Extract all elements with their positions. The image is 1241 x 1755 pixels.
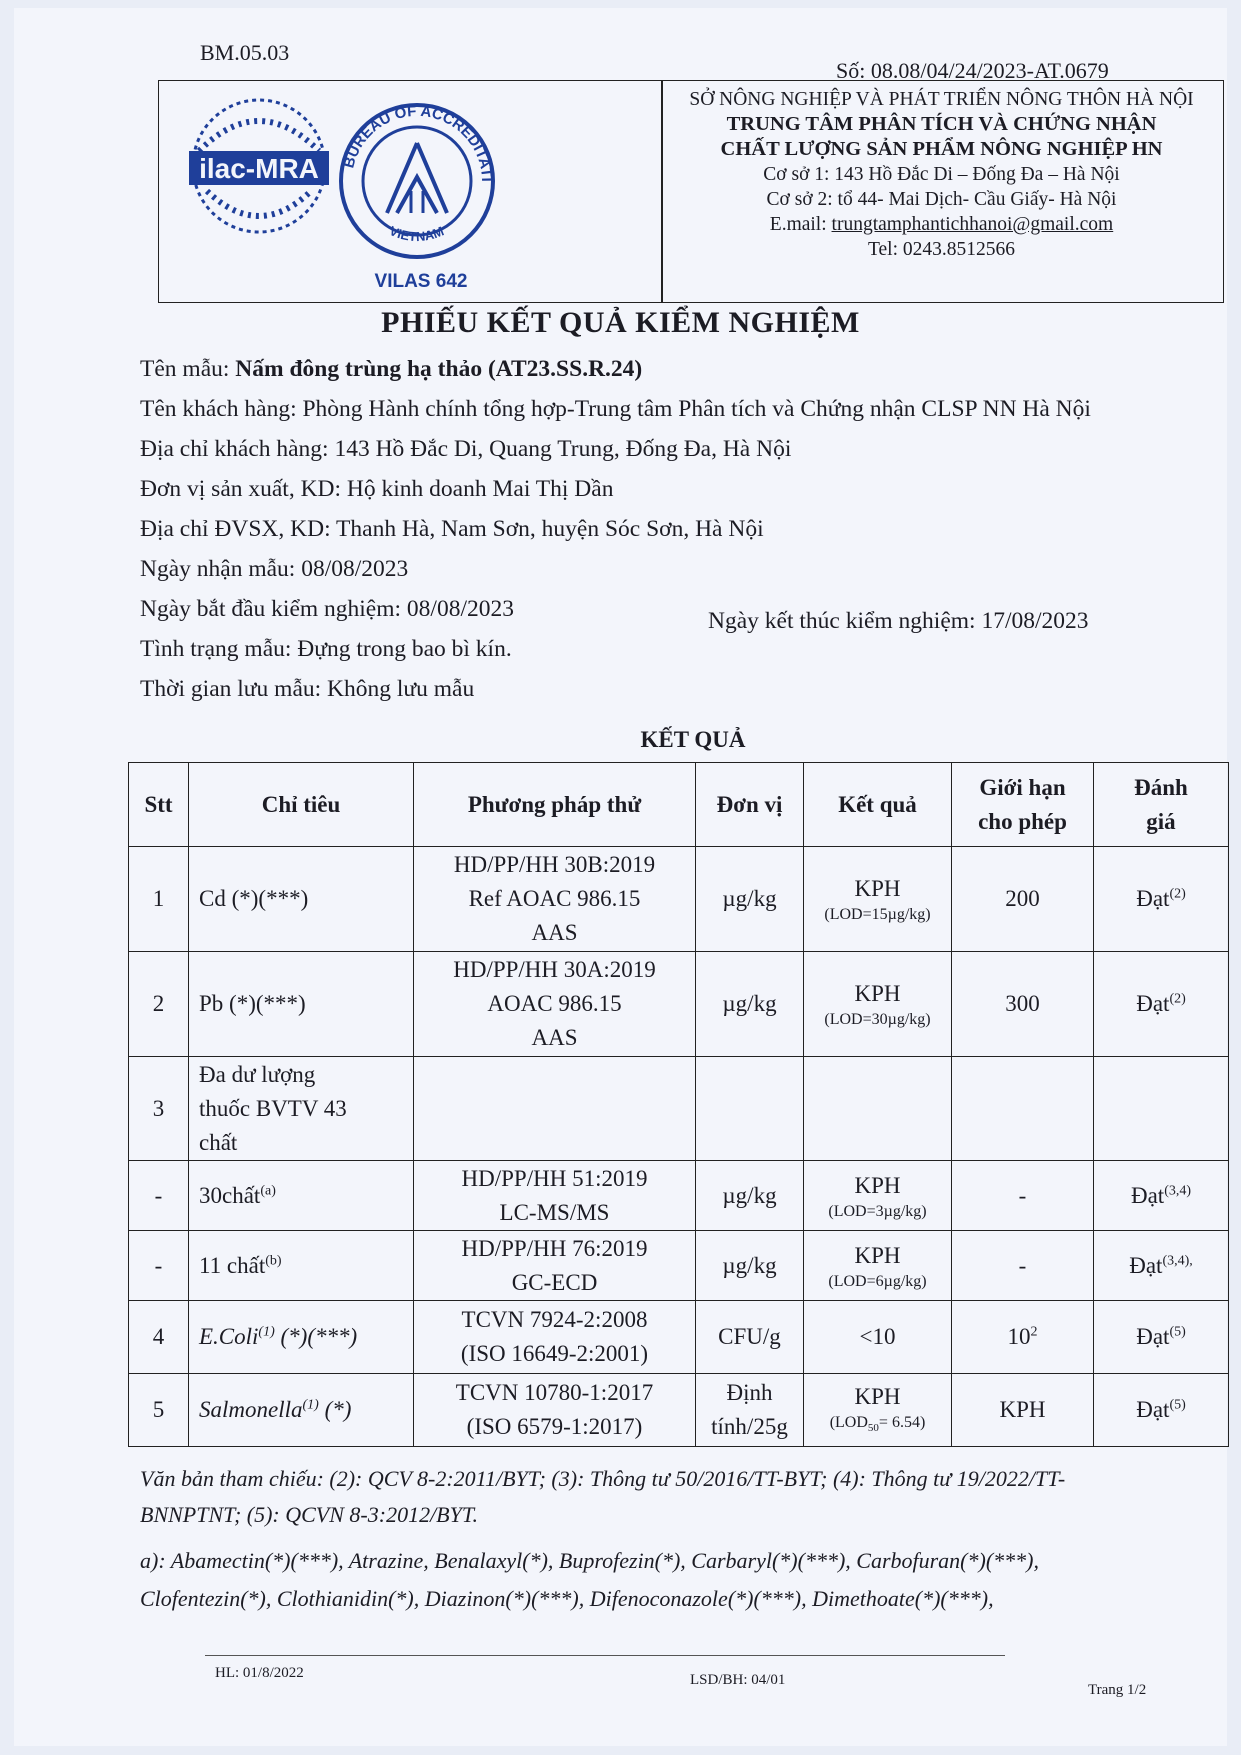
indicator-text: 30chất: [199, 1182, 261, 1208]
received-date: Ngày nhận mẫu: 08/08/2023: [140, 556, 409, 582]
producer-address: Địa chỉ ĐVSX, KD: Thanh Hà, Nam Sơn, huyện Sóc Sơn, Hà Nội: [140, 516, 764, 542]
end-date: Ngày kết thúc kiểm nghiệm: 17/08/2023: [708, 608, 1089, 634]
cell-method: [414, 952, 696, 1057]
footer-left: HL: 01/8/2022: [215, 1665, 304, 1681]
method-line: HD/PP/HH 30B:2019: [453, 852, 656, 877]
customer-address: Địa chỉ khách hàng: 143 Hồ Đắc Di, Quang Trung, Đống Đa, Hà Nội: [140, 436, 792, 462]
method-line: (ISO 16649-2:2001): [460, 1341, 649, 1366]
cell-indicator: Cd (*)(***): [189, 847, 414, 952]
cell-limit: [952, 1057, 1094, 1161]
header-divider: [661, 81, 663, 302]
cell-method: [414, 1161, 696, 1231]
eval-ref: (5): [1169, 1324, 1186, 1340]
cell-unit: [696, 1057, 804, 1161]
limit-value: 10: [1007, 1324, 1031, 1349]
footer-rule: [205, 1655, 1005, 1656]
cell-result: [804, 1161, 952, 1231]
indicator-ref: (1): [302, 1397, 319, 1413]
boa-country-text: VIETNAM: [387, 222, 446, 245]
cell-limit: 200: [952, 847, 1094, 952]
result-value: KPH: [854, 1242, 901, 1268]
method-line: GC-ECD: [511, 1269, 598, 1295]
cell-method: [414, 1231, 696, 1301]
col-limit-line1: Giới hạn: [979, 774, 1066, 800]
cell-stt: 1: [129, 847, 189, 952]
unit-line: Định: [726, 1380, 773, 1405]
col-unit: Đơn vị: [696, 763, 804, 847]
org-department: SỞ NÔNG NGHIỆP VÀ PHÁT TRIỂN NÔNG THÔN HÀ NỘI: [689, 89, 1194, 110]
result-value: KPH: [854, 1172, 901, 1198]
indicator-tail: (*)(***): [274, 1324, 358, 1349]
vilas-text: VILAS 642: [374, 271, 468, 292]
cell-unit: µg/kg: [696, 952, 804, 1057]
logo-graphics: [159, 81, 659, 299]
col-eval-line1: Đánh: [1134, 774, 1188, 800]
document-title: PHIẾU KẾT QUẢ KIỂM NGHIỆM: [381, 306, 860, 339]
cell-stt: 2: [129, 952, 189, 1057]
cell-evaluation: [1094, 1231, 1229, 1301]
eval-value: Đạt: [1136, 886, 1170, 911]
indicator-text: 11 chất: [199, 1252, 266, 1278]
eval-value: Đạt: [1129, 1252, 1163, 1278]
table-header-row: [129, 763, 1229, 847]
cell-evaluation: [1094, 1301, 1229, 1374]
cell-result: [804, 1057, 952, 1161]
cell-result: [804, 847, 952, 952]
col-limit-line2: cho phép: [978, 808, 1067, 834]
indicator-ref: (a): [260, 1182, 276, 1198]
sample-storage: Thời gian lưu mẫu: Không lưu mẫu: [140, 676, 475, 702]
ilac-text: ilac-MRA: [199, 153, 319, 184]
method-line: HD/PP/HH 76:2019: [461, 1235, 648, 1261]
cell-limit: [952, 1301, 1094, 1374]
boa-ring-text: BUREAU OF ACCREDITATI: [340, 102, 496, 182]
indicator-ref: (b): [265, 1252, 282, 1268]
cell-indicator: Pb (*)(***): [189, 952, 414, 1057]
col-stt: Stt: [129, 763, 189, 847]
cell-result: [804, 1231, 952, 1301]
footer-page: Trang 1/2: [1088, 1682, 1147, 1698]
cell-limit: 300: [952, 952, 1094, 1057]
org-email-link[interactable]: trungtamphantichhanoi@gmail.com: [831, 214, 1114, 235]
result-value: KPH: [854, 876, 901, 901]
eval-ref: (3,4): [1164, 1182, 1192, 1198]
cell-evaluation: [1094, 847, 1229, 952]
eval-value: Đạt: [1130, 1182, 1165, 1208]
cell-unit: µg/kg: [696, 847, 804, 952]
method-line: (ISO 6579-1:2017): [466, 1414, 643, 1439]
cell-stt: 4: [129, 1301, 189, 1374]
cell-indicator: [189, 1301, 414, 1374]
cell-evaluation: [1094, 1161, 1229, 1231]
eval-value: Đạt: [1136, 1397, 1170, 1422]
cell-stt: -: [129, 1161, 189, 1231]
limit-exponent: 2: [1030, 1324, 1038, 1340]
unit-line: tính/25g: [711, 1414, 788, 1439]
cell-evaluation: [1094, 952, 1229, 1057]
cell-stt: 3: [129, 1057, 189, 1161]
eval-ref: (3,4),: [1162, 1252, 1193, 1268]
cell-method: [414, 847, 696, 952]
col-method: Phương pháp thử: [414, 763, 696, 847]
customer-name: Tên khách hàng: Phòng Hành chính tổng hợp-Trung tâm Phân tích và Chứng nhận CLSP NN Hà Nội: [140, 396, 1091, 422]
indicator-line: thuốc BVTV 43: [199, 1095, 347, 1121]
indicator-line: chất: [199, 1129, 238, 1155]
cell-evaluation: [1094, 1374, 1229, 1447]
method-line: AAS: [531, 920, 578, 945]
document-number: Số: 08.08/04/24/2023-AT.0679: [836, 58, 1109, 83]
table-row: [129, 1231, 1229, 1301]
result-value: KPH: [854, 1384, 901, 1410]
org-tel: Tel: 0243.8512566: [867, 239, 1016, 260]
cell-evaluation: [1094, 1057, 1229, 1161]
method-line: TCVN 10780-1:2017: [455, 1380, 654, 1405]
lod-tail: = 6.54): [878, 1414, 926, 1432]
method-line: AAS: [531, 1025, 578, 1050]
result-lod: (LOD=6µg/kg): [828, 1272, 927, 1290]
accreditation-logos: [159, 81, 661, 302]
analyte-list-line1: a): Abamectin(*)(***), Atrazine, Benalaxyl(*), Buprofezin(*), Carbaryl(*)(***), Carbofuran(*)(***),: [140, 1548, 1039, 1573]
start-date: Ngày bắt đầu kiểm nghiệm: 08/08/2023: [140, 596, 514, 622]
result-lod: (LOD=3µg/kg): [828, 1202, 927, 1220]
cell-method: [414, 1301, 696, 1374]
cell-stt: 5: [129, 1374, 189, 1447]
cell-result: [804, 1374, 952, 1447]
method-line: LC-MS/MS: [499, 1199, 610, 1225]
org-email-label: E.mail:: [769, 214, 832, 235]
cell-indicator: [189, 1057, 414, 1161]
method-line: TCVN 7924-2:2008: [461, 1307, 648, 1332]
cell-limit: KPH: [952, 1374, 1094, 1447]
org-address-1: Cơ sở 1: 143 Hồ Đắc Di – Đống Đa – Hà Nội: [763, 164, 1120, 185]
table-row: [129, 1057, 1229, 1161]
col-limit: [952, 763, 1094, 847]
sample-condition: Tình trạng mẫu: Đựng trong bao bì kín.: [140, 636, 512, 662]
footer-center: LSD/BH: 04/01: [690, 1672, 786, 1688]
cell-indicator: [189, 1374, 414, 1447]
boa-logo: [159, 81, 495, 292]
col-evaluation: [1094, 763, 1229, 847]
cell-unit: µg/kg: [696, 1231, 804, 1301]
table-row: [129, 1301, 1229, 1374]
eval-ref: (2): [1169, 991, 1186, 1007]
table-row: [129, 1161, 1229, 1231]
sample-name: [140, 356, 642, 383]
org-name-1: TRUNG TÂM PHÂN TÍCH VÀ CHỨNG NHẬN: [726, 113, 1157, 135]
cell-indicator: [189, 1231, 414, 1301]
svg-text:VIETNAM: [387, 223, 446, 244]
reference-note-line1: Văn bản tham chiếu: (2): QCV 8-2:2011/BYT; (3): Thông tư 50/2016/TT-BYT; (4): Thông tư 19/2022/TT-: [140, 1466, 1066, 1491]
sample-name-label: Tên mẫu:: [140, 356, 236, 382]
cell-stt: -: [129, 1231, 189, 1301]
letterhead-box: [158, 80, 1224, 303]
sample-name-value: Nấm đông trùng hạ thảo (AT23.SS.R.24): [235, 356, 643, 382]
cell-result: <10: [804, 1301, 952, 1374]
cell-limit: -: [952, 1231, 1094, 1301]
method-line: HD/PP/HH 30A:2019: [453, 957, 656, 982]
eval-value: Đạt: [1136, 1324, 1170, 1349]
cell-limit: -: [952, 1161, 1094, 1231]
cell-method: [414, 1374, 696, 1447]
indicator-line: Đa dư lượng: [199, 1061, 316, 1087]
method-line: Ref AOAC 986.15: [468, 886, 641, 911]
col-result: Kết quả: [804, 763, 952, 847]
cell-unit: CFU/g: [696, 1301, 804, 1374]
org-address-2: Cơ sở 2: tổ 44- Mai Dịch- Cầu Giấy- Hà Nội: [766, 189, 1117, 210]
indicator-text: Salmonella: [199, 1397, 303, 1422]
cell-method: [414, 1057, 696, 1161]
form-code: BM.05.03: [200, 40, 290, 65]
result-lod: (LOD=30µg/kg): [824, 1011, 931, 1028]
eval-ref: (2): [1169, 886, 1186, 902]
result-lod: (LOD=15µg/kg): [824, 906, 931, 923]
cell-result: [804, 952, 952, 1057]
result-value: KPH: [854, 981, 901, 1006]
ilac-mra-logo: [189, 100, 329, 232]
reference-note-line2: BNNPTNT; (5): QCVN 8-3:2012/BYT.: [140, 1502, 478, 1527]
lod-prefix: (LOD: [829, 1414, 868, 1432]
producer: Đơn vị sản xuất, KD: Hộ kinh doanh Mai Thị Dần: [140, 476, 614, 502]
results-table: [128, 762, 1229, 1447]
results-heading: KẾT QUẢ: [640, 727, 746, 752]
cell-indicator: [189, 1161, 414, 1231]
analyte-list-line2: Clofentezin(*), Clothianidin(*), Diazinon(*)(***), Difenoconazole(*)(***), Dimethoate(*)(***),: [140, 1586, 994, 1611]
lod-subscript: 50: [867, 1422, 879, 1435]
org-email-line: [664, 212, 1219, 237]
cell-unit: [696, 1374, 804, 1447]
col-eval-line2: giá: [1146, 808, 1176, 834]
table-row: [129, 952, 1229, 1057]
eval-ref: (5): [1169, 1397, 1186, 1413]
result-lod: [808, 1413, 947, 1438]
indicator-ref: (1): [258, 1324, 275, 1340]
cell-unit: µg/kg: [696, 1161, 804, 1231]
col-indicator: Chỉ tiêu: [189, 763, 414, 847]
eval-value: Đạt: [1136, 991, 1170, 1016]
table-row: [129, 847, 1229, 952]
method-line: HD/PP/HH 51:2019: [461, 1165, 648, 1191]
indicator-tail: (*): [318, 1397, 352, 1422]
organization-block: [664, 87, 1219, 262]
method-line: AOAC 986.15: [487, 991, 622, 1016]
org-name-2: CHẤT LƯỢNG SẢN PHẨM NÔNG NGHIỆP HN: [720, 138, 1163, 160]
indicator-text: E.Coli: [199, 1324, 259, 1349]
table-row: [129, 1374, 1229, 1447]
